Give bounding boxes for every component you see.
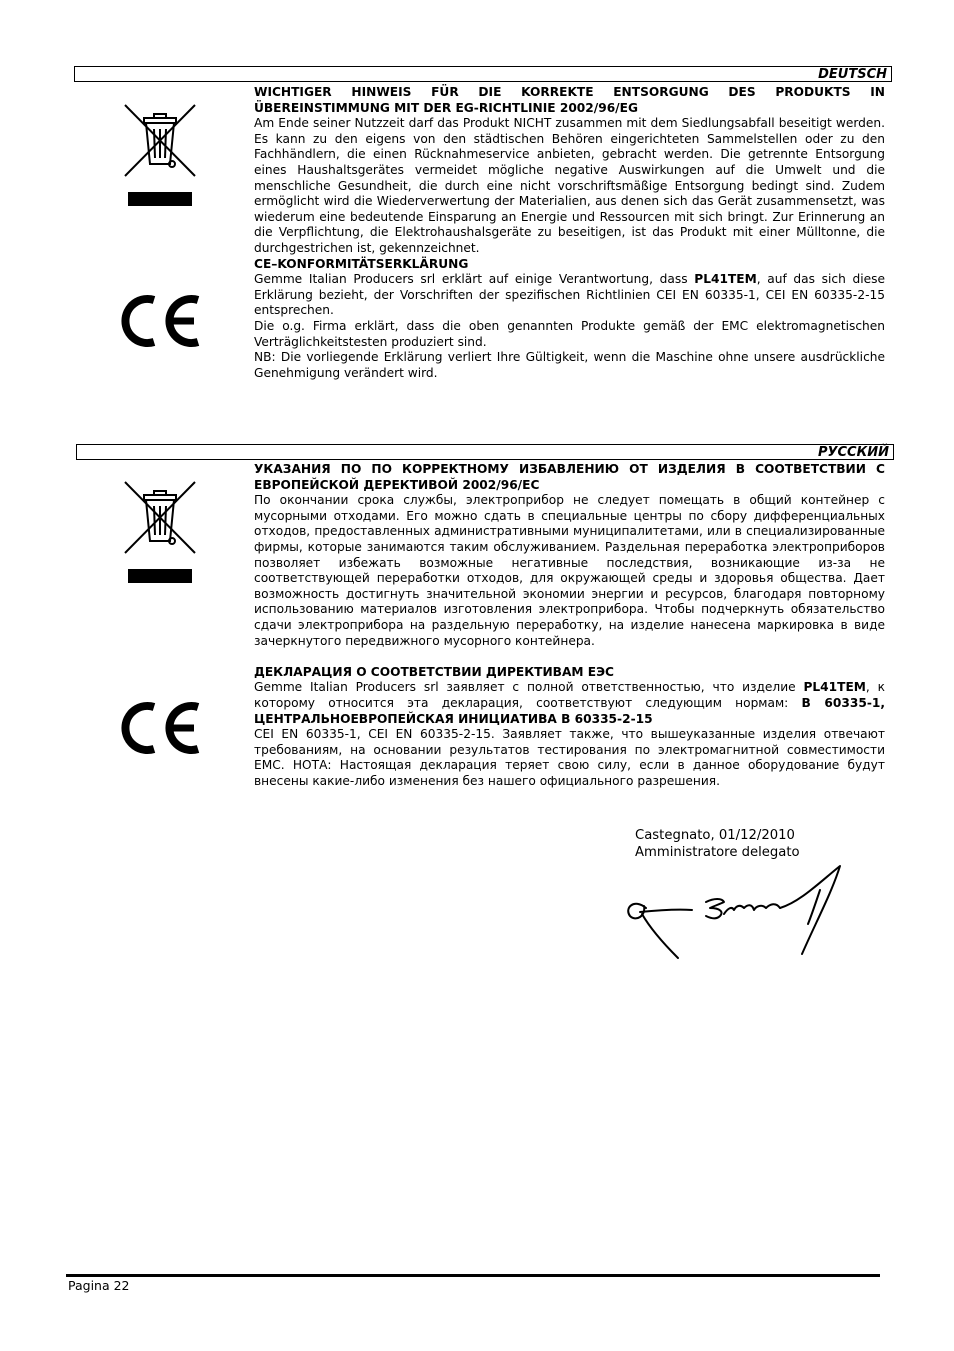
deutsch-ce-paragraph-2: Die o.g. Firma erklärt, dass die oben genannten Produkte gemäß der EMC elektromagnetischen Verträglichkeitstesten produziert sind.: [254, 318, 885, 349]
deutsch-weee-title: WICHTIGER HINWEIS FÜR DIE KORREKTE ENTSORGUNG DES PRODUKTS IN ÜBEREINSTIMMUNG MIT DER EG-RICHTLINIE 2002/96/EG: [254, 85, 885, 115]
deutsch-weee-body: Am Ende seiner Nutzzeit darf das Produkt NICHT zusammen mit dem Siedlungsabfall beseitigt werden. Es kann zu den eigens von den städtischen Behören eingerichteten Sammelstellen oder zu den Fachhändlern, die einen Rücknahmeservice anbieten, gebracht werden. Die getrennte Entsorgung eines Haushaltsgerätes vermeidet mögliche negative Auswirkungen auf die Umwelt und die menschliche Gesundheit, die durch eine nicht vorschriftsmäßige Entsorgung bedingt sind. Zudem ermöglicht wird die Wiederverwertung der Materialien, aus denen sich das Gerät zusammensetzt, was wiederum eine bedeutende Einsparung an Energie und Ressourcen mit sich bringt. Zur Erinnerung an die Verpflichtung, die Elektrohaushalsgeräte zu beseitigen, ist das Produkt mit einer Mülltonne, die durchgestrichen ist, gekennzeichnet.: [254, 116, 885, 255]
russian-ce-paragraph-2: CEI EN 60335-1, CEI EN 60335-2-15. Заявляет также, что вышеуказанные изделия отвечают требованиям, на основании результатов тестирования по электромагнитной совместимости EMC. НОТА: Настоящая декларация теряет свою силу, если в данное оборудование будут внесены какие-либо изменения без нашего официального разрешения.: [254, 727, 885, 788]
place-date: Castegnato, 01/12/2010: [635, 828, 795, 843]
russian-ce-standards: В 60335-1, ЦЕНТРАЛЬНОЕВРОПЕЙСКАЯ ИНИЦИАТИВА В 60335-2-15: [254, 695, 886, 726]
language-header-deutsch: DEUTSCH: [74, 66, 892, 82]
signature-block: [635, 827, 800, 861]
signatory-role: Amministratore delegato: [635, 845, 800, 860]
deutsch-ce-text: Gemme Italian Producers srl erklärt auf einige Verantwortung, dass: [254, 272, 695, 287]
russian-weee-body: По окончании срока службы, электроприбор не следует помещать в общий контейнер с мусорными отходами. Его можно сдать в специальные центры по сбору дифференциальных отходов, предоставленных административными муниципалитетами, или в специализированные фирмы, которые занимаются таким обслуживанием. Раздельная переработка электроприборов позволяет избежать возможные негативные последствия, возникающие из-за не соответствующей переработки отходов, для окружающей среды и здоровья общества. Дает возможность достигнуть значительной экономии энергии и ресурсов, благодаря повторному использованию материалов изготовления электроприбора. Чтобы подчеркнуть обязательство сдачи электроприбора на раздельную переработку, на изделие нанесена маркировка в виде зачеркнутого передвижного мусорного контейнера.: [254, 493, 885, 648]
spacer: [254, 649, 885, 665]
handwritten-signature: [620, 862, 850, 962]
deutsch-model-name: PL41TEM: [694, 272, 757, 287]
footer-rule: [66, 1274, 880, 1277]
deutsch-ce-paragraph-3: NB: Die vorliegende Erklärung verliert Ihre Gültigkeit, wenn die Maschine ohne unsere ausdrückliche Genehmigung verändert wird.: [254, 350, 885, 380]
russian-model-name: PL41TEM: [803, 680, 866, 695]
ce-mark-icon: [120, 697, 202, 759]
russian-ce-text: , к которому относится эта декларация, соответствуют следующим нормам:: [254, 680, 885, 710]
russian-ce-paragraph-1: [254, 680, 885, 727]
russian-section: [254, 462, 885, 789]
language-header-russian: РУССКИЙ: [76, 444, 894, 460]
russian-ce-title: ДЕКЛАРАЦИЯ О СООТВЕТСТВИИ ДИРЕКТИВАМ ЕЭС: [254, 664, 614, 679]
deutsch-section: [254, 85, 885, 381]
ce-mark-icon: [120, 290, 202, 352]
russian-ce-text: Gemme Italian Producers srl заявляет с полной ответственностью, что изделие: [254, 680, 804, 695]
weee-bin-icon: [122, 479, 198, 587]
deutsch-ce-text: , auf das sich diese Erklärung bezieht, der Vorschriften der spezifischen Richtlinien CEI EN 60335-1, CEI EN 60335-2-15 entsprechen.: [254, 272, 885, 318]
deutsch-ce-paragraph-1: [254, 272, 885, 319]
weee-bin-icon: [122, 102, 198, 210]
page-number: Pagina 22: [68, 1278, 130, 1293]
deutsch-ce-title: CE–KONFORMITÄTSERKLÄRUNG: [254, 256, 469, 271]
russian-weee-title: УКАЗАНИЯ ПО ПО КОРРЕКТНОМУ ИЗБАВЛЕНИЮ ОТ ИЗДЕЛИЯ В СООТВЕТСТВИИ С ЕВРОПЕЙСКОЙ ДЕРЕКТИВОЙ 2002/96/ЕС: [254, 462, 885, 492]
